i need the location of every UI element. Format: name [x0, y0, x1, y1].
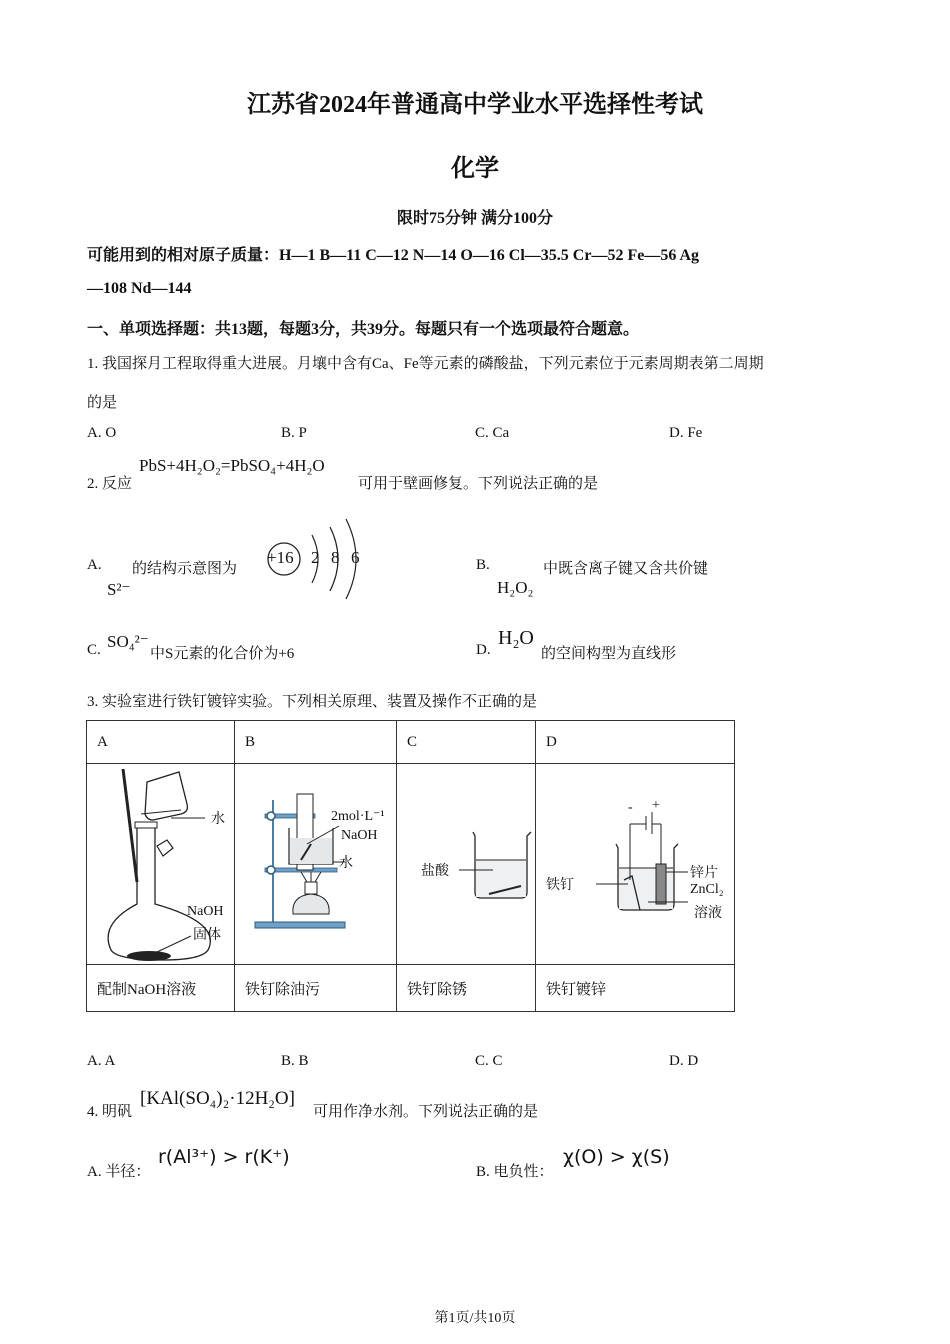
- label-naoh-b: NaOH: [341, 828, 378, 843]
- subject-title: 化学: [451, 156, 499, 182]
- water-bath-diagram: [235, 764, 396, 964]
- section-heading: 一、单项选择题：共13题，每题3分，共39分。每题只有一个选项最符合题意。: [87, 321, 640, 338]
- diagram-c-cell: [397, 764, 536, 965]
- q1-option-a[interactable]: A. O: [87, 425, 117, 441]
- label-hcl-c: 盐酸: [421, 864, 449, 879]
- q4-option-a-expr: r(Al³⁺) > r(K⁺): [158, 1146, 290, 1168]
- q1-stem-line1: 1. 我国探月工程取得重大进展。月壤中含有Ca、Fe等元素的磷酸盐，下列元素位于元素周期表第二周期: [87, 356, 764, 372]
- q3-stem: 3. 实验室进行铁钉镀锌实验。下列相关原理、装置及操作不正确的是: [87, 694, 538, 710]
- q1-option-d[interactable]: D. Fe: [669, 425, 703, 441]
- col-header-d: D: [536, 721, 735, 764]
- q4-option-a-label[interactable]: A. 半径：: [87, 1164, 151, 1180]
- q2-option-a-text: 的结构示意图为: [132, 561, 238, 577]
- caption-a: 配制NaOH溶液: [87, 965, 235, 1012]
- q2-option-a-label[interactable]: A.: [87, 557, 102, 573]
- label-solution-d: 溶液: [694, 906, 722, 921]
- q4-formula: [KAl(SO₄)₂·12H₂O]: [140, 1088, 295, 1109]
- diagram-d-cell: [536, 764, 735, 965]
- caption-c: 铁钉除锈: [397, 965, 536, 1012]
- label-solid-a: 固体: [193, 928, 221, 943]
- q4-stem-prefix: 4. 明矾: [87, 1104, 133, 1120]
- shell-3: 6: [351, 548, 360, 567]
- diagram-b-cell: [235, 764, 397, 965]
- col-header-b: B: [235, 721, 397, 764]
- q4-stem-suffix: 可用作净水剂。下列说法正确的是: [313, 1104, 539, 1120]
- col-header-c: C: [397, 721, 536, 764]
- label-minus-d: -: [628, 800, 633, 815]
- time-info: 限时75分钟 满分100分: [396, 210, 553, 227]
- col-header-a: A: [87, 721, 235, 764]
- q3-table: [86, 720, 735, 1012]
- q3-option-b[interactable]: B. B: [281, 1053, 309, 1069]
- q1-option-c[interactable]: C. Ca: [475, 425, 510, 441]
- page-number: 第1页/共10页: [434, 1311, 516, 1326]
- q2-option-a-species: S²⁻: [107, 580, 131, 599]
- q3-option-a[interactable]: A. A: [87, 1053, 116, 1069]
- caption-d: 铁钉镀锌: [536, 965, 735, 1012]
- acid-beaker-diagram: [397, 764, 535, 964]
- q2-stem-prefix: 2. 反应: [87, 476, 133, 492]
- q2-option-c-text: 中S元素的化合价为+6: [150, 646, 295, 662]
- q4-option-b-label[interactable]: B. 电负性：: [476, 1164, 554, 1180]
- diagram-a-cell: [87, 764, 235, 965]
- label-concentration-b: 2mol·L⁻¹: [331, 809, 385, 824]
- label-plus-d: +: [652, 798, 660, 813]
- q2-option-d-species: H₂O: [498, 627, 534, 649]
- q1-option-b[interactable]: B. P: [281, 425, 307, 441]
- label-water-b: 水: [339, 856, 353, 871]
- shell-2: 8: [331, 548, 340, 567]
- atomic-mass-line2: —108 Nd—144: [87, 280, 192, 297]
- label-zncl2-d: ZnCl₂: [690, 882, 724, 897]
- caption-b: 铁钉除油污: [235, 965, 397, 1012]
- q2-equation: PbS+4H₂O₂=PbSO₄+4H₂O: [139, 456, 325, 475]
- q2-option-c-species: SO₄²⁻: [107, 632, 149, 651]
- label-water-a: 水: [211, 812, 225, 827]
- q2-option-d-label[interactable]: D.: [476, 642, 491, 658]
- shell-1: 2: [311, 548, 320, 567]
- q2-option-b-label[interactable]: B.: [476, 557, 490, 573]
- label-naoh-a: NaOH: [187, 904, 224, 919]
- label-zinc-d: 锌片: [690, 866, 718, 881]
- q4-option-b-expr: χ(O) > χ(S): [563, 1146, 670, 1168]
- q2-option-c-label[interactable]: C.: [87, 642, 101, 658]
- q2-option-b-text: 中既含离子键又含共价键: [543, 561, 709, 577]
- atomic-mass-line1: 可能用到的相对原子质量：H—1 B—11 C—12 N—14 O—16 Cl—35.5 Cr—52 Fe—56 Ag: [87, 247, 699, 264]
- q2-option-d-text: 的空间构型为直线形: [541, 646, 677, 662]
- exam-title: 江苏省2024年普通高中学业水平选择性考试: [247, 92, 703, 118]
- q2-option-b-species: H₂O₂: [497, 578, 534, 597]
- label-nail-d: 铁钉: [546, 878, 574, 893]
- q3-option-d[interactable]: D. D: [669, 1053, 699, 1069]
- q2-stem-suffix: 可用于壁画修复。下列说法正确的是: [358, 476, 599, 492]
- q3-option-c[interactable]: C. C: [475, 1053, 503, 1069]
- q1-stem-line2: 的是: [87, 395, 118, 411]
- nucleus-charge: +16: [267, 548, 294, 567]
